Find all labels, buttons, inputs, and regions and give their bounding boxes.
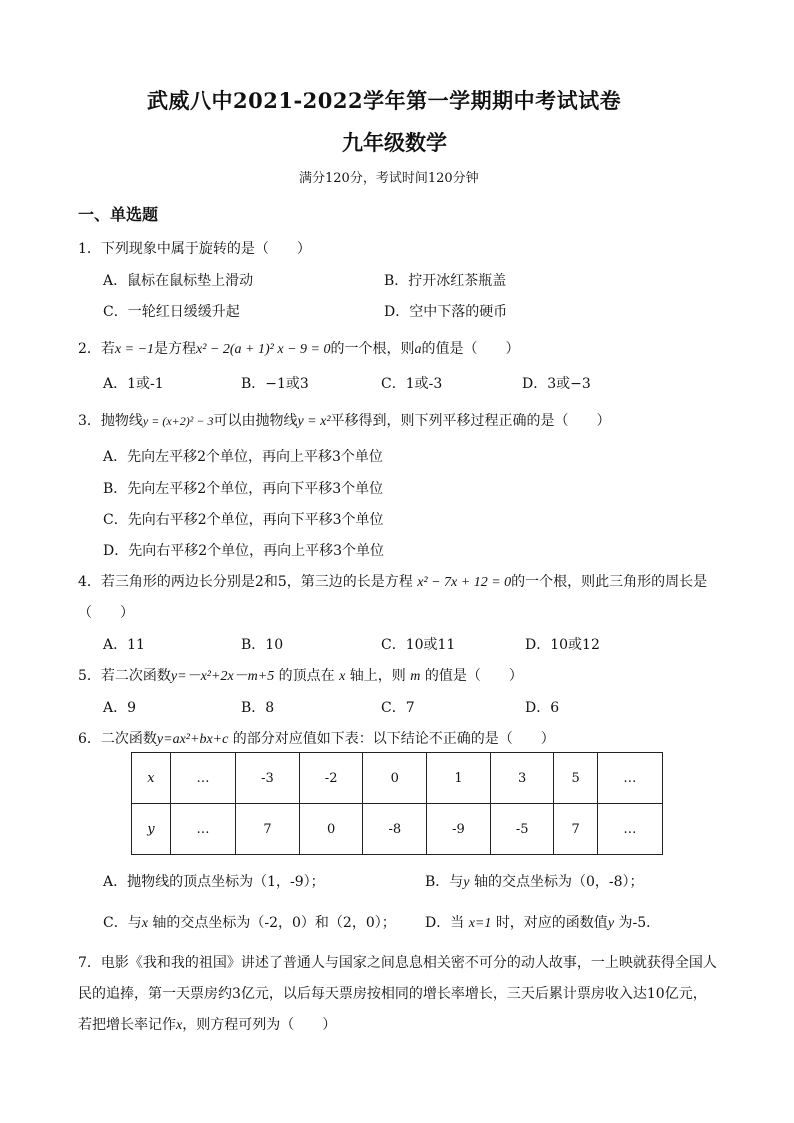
q6-d-var: y [607,916,615,931]
table-cell: 7 [236,804,300,855]
question-1-option-b: B．拧开冰红茶瓶盖 [384,273,507,289]
table-cell: 7 [554,804,597,855]
q5-equation: y=－x²+2x－m+5 [170,669,275,684]
q5-text: 的顶点在 [278,668,335,684]
q3-eq2: y = x² [297,414,331,429]
q6-c-text: C．与 [103,915,142,931]
q2-equation: x² − 2(a + 1)² x − 9 = 0 [196,342,331,357]
table-cell: -5 [490,804,554,855]
question-4-option-d: D．10或12 [525,637,600,653]
q6-d-cond: x=1 [468,916,492,931]
q2-text: 的值是（ ） [421,341,520,357]
section-heading: 一、单选题 [78,205,159,224]
question-6-option-a: A．抛物线的顶点坐标为（1，-9）； [103,874,325,890]
table-cell: 5 [554,753,597,804]
q4-text: 的一个根，则此三角形的周长是 [511,574,708,590]
question-5-option-d: D．6 [525,700,560,716]
q6-text: 6．二次函数 [78,731,157,747]
table-cell: -8 [363,804,427,855]
table-cell: -2 [299,753,363,804]
table-row-x [132,753,663,804]
exam-subject: 九年级数学 [342,130,447,155]
table-cell: y [132,804,171,855]
exam-note: 满分120分，考试时间120分钟 [299,171,479,186]
question-6-option-d [425,912,660,932]
question-3-option-a: A．先向左平移2个单位，再向上平移3个单位 [103,449,383,465]
q3-text: 可以由抛物线 [213,413,298,429]
question-1-option-a: A．鼠标在鼠标垫上滑动 [103,273,254,289]
table-cell: 0 [299,804,363,855]
question-3-stem [78,410,611,430]
question-4-option-c: C．10或11 [381,637,456,653]
table-cell: 0 [363,753,427,804]
table-cell: -9 [427,804,491,855]
exam-title: 武威八中2021-2022学年第一学期期中考试试卷 [147,88,622,113]
table-cell: … [597,804,662,855]
q4-equation: x² − 7x + 12 = 0 [417,575,512,590]
question-3-option-c: C．先向右平移2个单位，再向下平移3个单位 [103,512,384,528]
q7-text: ，则方程可列为（ ） [182,1017,337,1033]
question-5-option-c: C．7 [381,700,415,716]
q6-d-text: D．当 [425,915,465,931]
question-1-option-c: C．一轮红日缓缓升起 [103,304,240,320]
q7-var: x [176,1018,183,1033]
question-4-stem [78,571,707,591]
question-2-option-d: D．3或−3 [522,376,591,392]
question-2-option-b: B．−1或3 [241,376,309,392]
question-6-option-c [103,912,396,932]
q3-text: 平移得到，则下列平移过程正确的是（ ） [330,413,611,429]
q6-b-text: B．与 [425,874,464,890]
question-5-option-b: B．8 [241,700,275,716]
q6-text: 的部分对应值如下表：以下结论不正确的是（ ） [232,731,555,747]
question-1-option-d: D．空中下落的硬币 [384,304,508,320]
q5-axis: x [339,669,346,684]
q2-text: 的一个根，则 [330,341,415,357]
q2-text: 是方程 [154,341,197,357]
q3-eq1: y = (x+2)² − 3 [142,414,214,428]
table-cell: 3 [490,753,554,804]
question-2-option-c: C．1或-3 [381,376,443,392]
question-3-option-b: B．先向左平移2个单位，再向下平移3个单位 [103,481,384,497]
q5-text: 轴上，则 [349,668,406,684]
question-5-stem [78,665,523,685]
question-4-stem-cont: （ ） [78,605,134,621]
question-7-line-1: 7．电影《我和我的祖国》讲述了普通人与国家之间息息相关密不可分的动人故事，一上映就获得全国人 [78,955,717,971]
q6-d-text: 为-5． [618,915,661,931]
table-row-y [132,804,663,855]
question-7-line-2: 民的追捧，第一天票房约3亿元，以后每天票房按相同的增长率增长，三天后累计票房收入达10亿元， [78,986,707,1002]
q5-text: 的值是（ ） [424,668,523,684]
question-3-option-d: D．先向右平移2个单位，再向上平移3个单位 [103,543,385,559]
table-cell: … [597,753,662,804]
table-cell: 1 [427,753,491,804]
question-2-stem [78,338,519,358]
q5-var: m [410,669,421,684]
table-cell: -3 [236,753,300,804]
q5-text: 5．若二次函数 [78,668,171,684]
q2-text: 2．若 [78,341,115,357]
q2-var: a [414,342,422,357]
q3-text: 3．抛物线 [78,413,143,429]
question-6-option-b [425,871,644,891]
table-cell: x [132,753,171,804]
q4-text: 4．若三角形的两边长分别是2和5，第三边的长是方程 [78,574,413,590]
question-2-option-a: A．1或-1 [103,376,164,392]
table-cell: … [170,753,235,804]
q2-root: x = −1 [114,342,155,357]
question-7-line-3 [78,1014,336,1034]
table-cell: … [170,804,235,855]
q7-text: 若把增长率记作 [78,1017,176,1033]
question-4-option-b: B．10 [241,637,284,653]
q6-d-text: 时，对应的函数值 [495,915,608,931]
q6-b-text: 轴的交点坐标为（0，-8）； [473,874,644,890]
q6-c-text: 轴的交点坐标为（-2，0）和（2，0）； [152,915,396,931]
q6-equation: y=ax²+bx+c [156,732,229,747]
value-table [131,752,663,855]
question-5-option-a: A．9 [103,700,137,716]
q6-b-var: y [463,875,470,890]
question-1-stem: 1．下列现象中属于旋转的是（ ） [78,241,311,257]
q6-c-var: x [141,916,148,931]
question-6-stem [78,728,555,748]
question-4-option-a: A．11 [103,637,145,653]
